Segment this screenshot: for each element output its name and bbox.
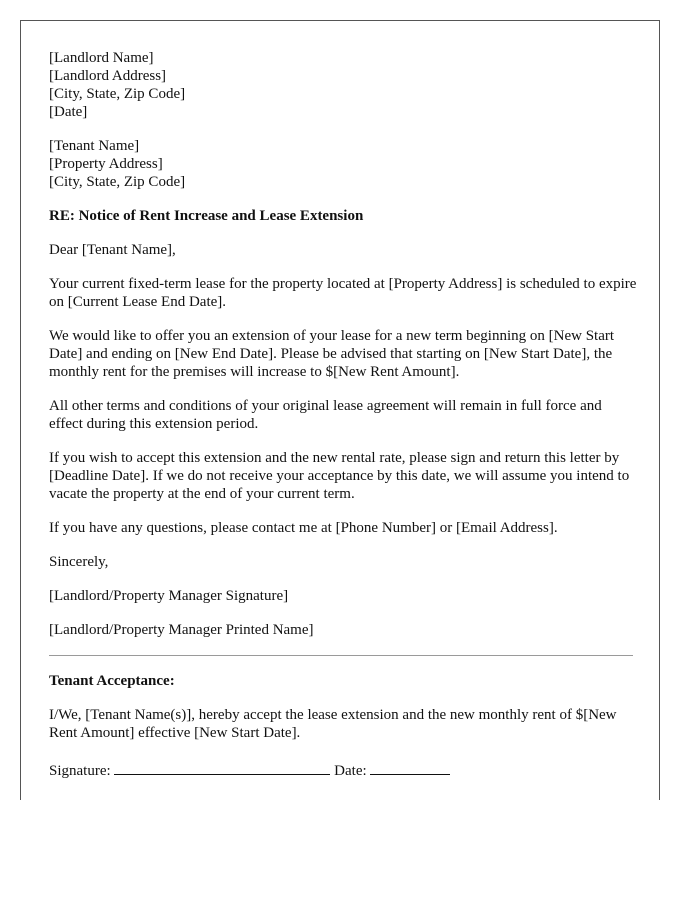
salutation: Dear [Tenant Name], (49, 242, 176, 258)
landlord-printed-name: [Landlord/Property Manager Printed Name] (49, 622, 314, 638)
tenant-name: [Tenant Name] (49, 138, 140, 154)
date-blank[interactable] (370, 758, 450, 775)
acceptance-signature-row (49, 758, 639, 780)
letter-page (20, 20, 660, 800)
tenant-city-state-zip: [City, State, Zip Code] (49, 174, 186, 190)
landlord-name: [Landlord Name] (49, 50, 154, 66)
date-label: Date: (334, 763, 371, 779)
paragraph-other-terms: All other terms and conditions of your original lease agreement will remain in full force and effect during this extension period. (49, 398, 602, 432)
landlord-signature: [Landlord/Property Manager Signature] (49, 588, 289, 604)
acceptance-text: I/We, [Tenant Name(s)], hereby accept the lease extension and the new monthly rent of $[New Rent Amount] effective [New Start Date]. (49, 707, 617, 741)
closing: Sincerely, (49, 554, 109, 570)
landlord-address: [Landlord Address] (49, 68, 167, 84)
paragraph-contact: If you have any questions, please contact me at [Phone Number] or [Email Address]. (49, 520, 558, 536)
section-divider (49, 655, 633, 656)
landlord-city-state-zip: [City, State, Zip Code] (49, 86, 186, 102)
paragraph-acceptance-deadline: If you wish to accept this extension and the new rental rate, please sign and return this letter by [Deadline Date]. If we do not receive your acceptance by this date, we will assume you intend to vacate the property at the end of your current term. (49, 450, 630, 502)
letter-content (49, 49, 639, 780)
signature-label: Signature: (49, 763, 115, 779)
subject-line: RE: Notice of Rent Increase and Lease Extension (49, 208, 364, 224)
paragraph-extension-offer: We would like to offer you an extension of your lease for a new term beginning on [New Start Date] and ending on [New End Date]. Please be advised that starting on [New Start Date], the monthly rent for the premises will increase to $[New Rent Amount]. (49, 328, 615, 380)
signature-blank[interactable] (114, 758, 330, 775)
property-address: [Property Address] (49, 156, 163, 172)
letter-date: [Date] (49, 104, 88, 120)
acceptance-heading: Tenant Acceptance: (49, 673, 175, 689)
tenant-address-block (49, 137, 639, 191)
landlord-address-block (49, 49, 639, 121)
paragraph-lease-expiry: Your current fixed-term lease for the property located at [Property Address] is scheduled to expire on [Current Lease End Date]. (49, 276, 637, 310)
